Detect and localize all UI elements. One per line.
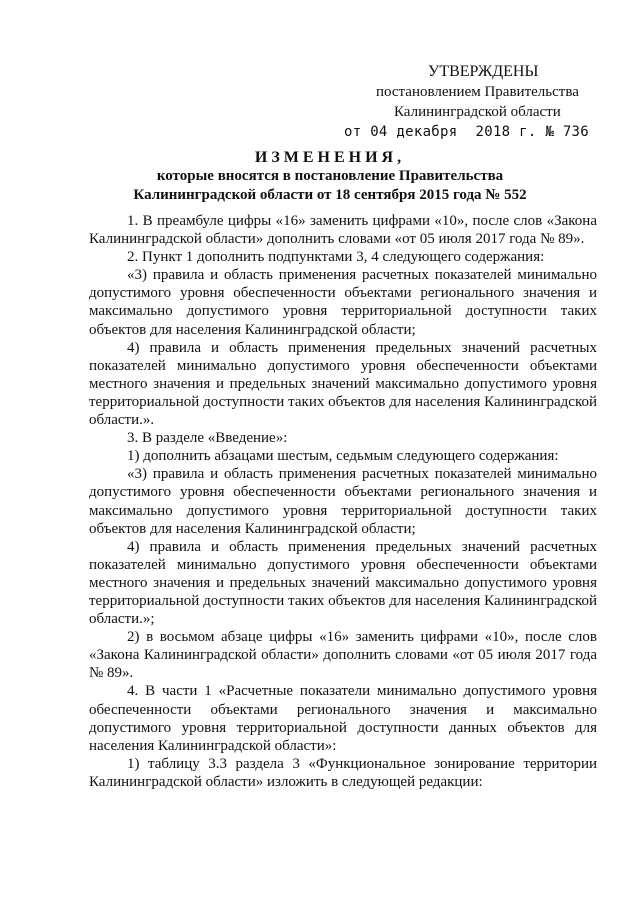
date-day-month: 04 декабря (370, 124, 458, 140)
title-subline-1: которые вносятся в постановление Правительства (156, 168, 504, 184)
approval-region-line: Калининградской области (394, 104, 561, 120)
paragraph: 4) правила и область применения предельных значений расчетных показателей минимально допустимого уровня обеспеченности объектами местного значения и предельных значений максимально допустимого уровня территориальной доступности таких объектов для населения Калининградской области.». (89, 339, 597, 429)
title-subline-2: Калининградской области от 18 сентября 2015 года № 552 (133, 187, 527, 203)
paragraph: 1. В преамбуле цифры «16» заменить цифрами «10», после слов «Закона Калининградской области» дополнить словами «от 05 июля 2017 года № 89». (89, 213, 597, 248)
paragraph: «3) правила и область применения расчетных показателей минимально допустимого уровня обеспеченности объектами регионального значения и максимально допустимого уровня территориальной доступности таких объектов для населения Калининградской области; (89, 267, 597, 338)
document-number: 736 (562, 124, 589, 140)
paragraph: 2) в восьмом абзаце цифры «16» заменить цифрами «10», после слов «Закона Калининградской области» дополнить словами «от 05 июля 2017 года № 89». (89, 629, 597, 682)
paragraph: 4) правила и область применения предельных значений расчетных показателей минимально допустимого уровня обеспеченности объектами местного значения и предельных значений максимально допустимого уровня территориальной доступности таких объектов для населения Калининградской области.»; (89, 538, 597, 628)
paragraph: 4. В части 1 «Расчетные показатели минимально допустимого уровня обеспеченности объектами регионального значения и максимально допустимого уровня территориальной доступности данных объектов для населения Калининградской области»: (89, 683, 597, 754)
document-title (60, 148, 600, 205)
paragraph: 2. Пункт 1 дополнить подпунктами 3, 4 следующего содержания: (127, 249, 545, 266)
approval-by-line: постановлением Правительства (376, 84, 579, 100)
document-body (89, 212, 597, 791)
paragraph: 1) дополнить абзацами шестым, седьмым следующего содержания: (127, 448, 559, 465)
paragraph: «3) правила и область применения расчетных показателей минимально допустимого уровня обеспеченности объектами регионального значения и максимально допустимого уровня территориальной доступности таких объектов для населения Калининградской области; (89, 466, 597, 537)
title-heading: ИЗМЕНЕНИЯ, (254, 149, 406, 166)
number-sign: № (545, 124, 555, 140)
date-year: 2018 г. (475, 124, 537, 140)
date-prefix: от (344, 124, 362, 140)
paragraph: 1) таблицу 3.3 раздела 3 «Функциональное зонирование территории Калининградской области» изложить в следующей редакции: (89, 755, 597, 790)
approval-block (340, 62, 589, 142)
approval-date-number (340, 122, 589, 142)
approval-heading: УТВЕРЖДЕНЫ (428, 63, 539, 80)
paragraph: 3. В разделе «Введение»: (127, 430, 288, 447)
